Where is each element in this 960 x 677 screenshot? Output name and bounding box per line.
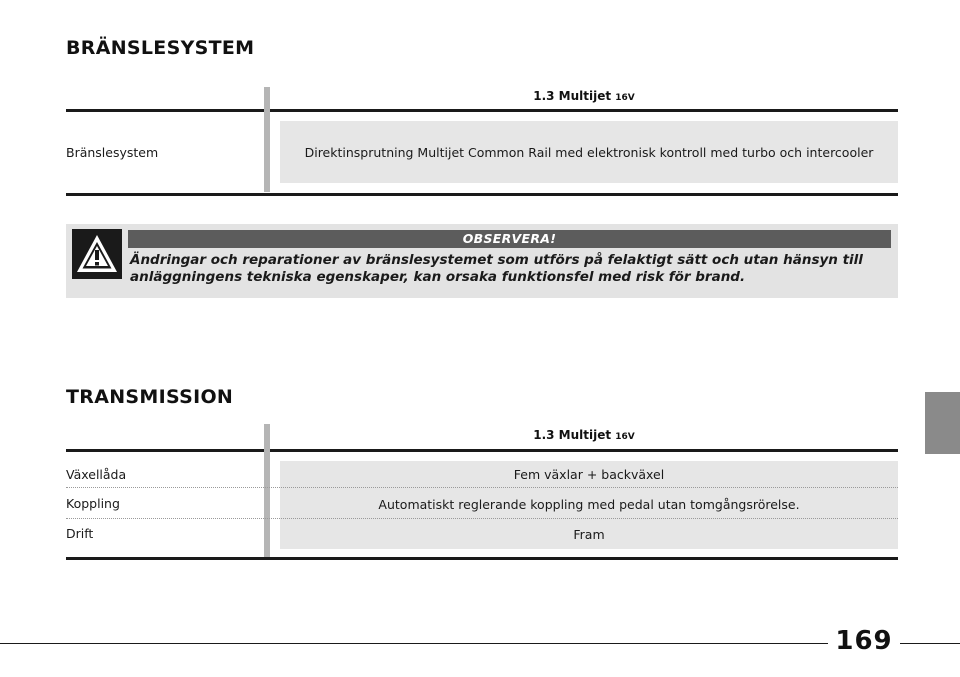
transmission-column-header-suffix: 16V (615, 432, 635, 442)
transmission-header-rule (66, 449, 898, 452)
transmission-row-value: Fram (573, 526, 605, 542)
row-divider (66, 487, 898, 488)
fuel-row-value: Direktinsprutning Multijet Common Rail med elektronisk kontroll med turbo och intercooler (280, 121, 898, 183)
transmission-row-label: Drift (66, 526, 94, 541)
transmission-column-divider (264, 424, 270, 558)
fuel-column-divider (264, 87, 270, 192)
transmission-row-value: Automatiskt reglerande koppling med pedal utan tomgångsrörelse. (378, 496, 800, 512)
transmission-column-header (270, 428, 898, 442)
fuel-section-title: BRÄNSLESYSTEM (66, 37, 255, 59)
transmission-bottom-rule (66, 557, 898, 560)
transmission-row-label: Växellåda (66, 467, 127, 482)
warning-triangle-icon (72, 229, 122, 279)
row-divider (66, 518, 898, 519)
footer-rule (0, 643, 960, 644)
transmission-row-value: Fem växlar + backväxel (513, 466, 665, 482)
fuel-column-header (270, 89, 898, 103)
fuel-row-label: Bränslesystem (66, 145, 159, 160)
warning-text: Ändringar och reparationer av bränslesystemet som utförs på felaktigt sätt och utan hänsyn till anläggningens tekniska egenskaper, kan orsaka funktionsfel med risk för brand. (130, 252, 863, 285)
warning-heading: OBSERVERA! (128, 230, 891, 248)
transmission-section-title: TRANSMISSION (66, 386, 234, 408)
fuel-header-rule (66, 109, 898, 112)
page-number: 169 (835, 626, 893, 656)
transmission-column-header-main: 1.3 Multijet (533, 428, 612, 442)
fuel-bottom-rule (66, 193, 898, 196)
fuel-column-header-main: 1.3 Multijet (533, 89, 612, 103)
side-tab-marker (925, 392, 960, 454)
fuel-column-header-suffix: 16V (615, 93, 635, 103)
transmission-row-label: Koppling (66, 496, 120, 511)
